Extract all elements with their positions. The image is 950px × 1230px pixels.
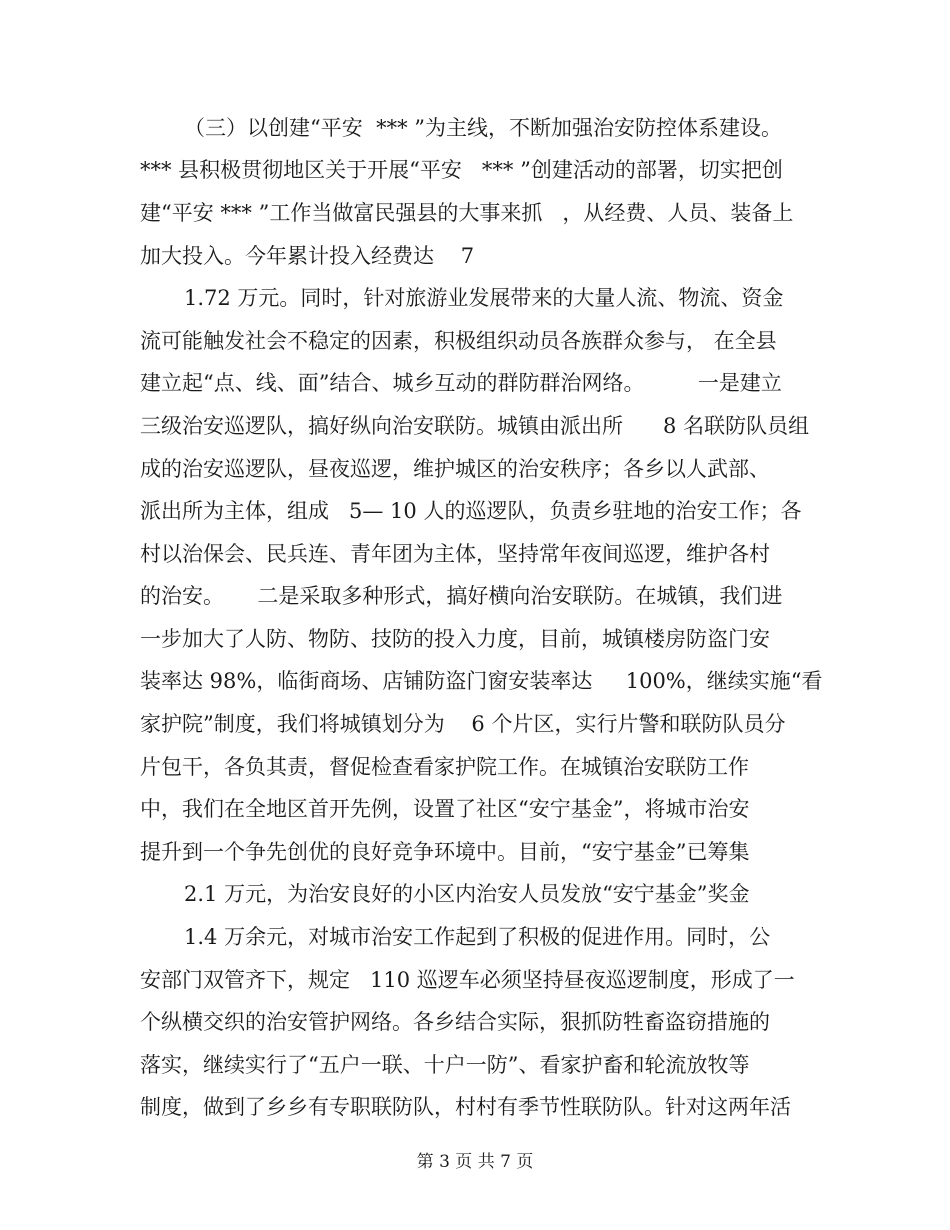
text-line: 装率达 98%，临街商场、店铺防盗门窗安装率达 100%，继续实施“看	[140, 669, 823, 693]
text-line: 建“平安 *** ”工作当做富民强县的大事来抓 ，从经费、人员、装备上	[140, 201, 794, 225]
text-line: 提升到一个争先创优的良好竞争环境中。目前，“安宁基金”已筹集	[140, 840, 750, 864]
text-line: 流可能触发社会不稳定的因素，积极组织动员各族群众参与， 在全县	[140, 329, 777, 353]
text-line: *** 县积极贯彻地区关于开展“平安 *** ”创建活动的部署，切实把创	[140, 158, 783, 182]
text-line: 中，我们在全地区首开先例，设置了社区“安宁基金”，将城市治安	[140, 797, 750, 821]
text-line: 安部门双管齐下，规定 110 巡逻车必须坚持昼夜巡逻制度，形成了一	[140, 968, 795, 992]
text-line: （三）以创建“平安 *** ”为主线，不断加强治安防控体系建设。	[184, 116, 782, 140]
text-line: 家护院”制度，我们将城镇划分为 6 个片区，实行片警和联防队员分	[140, 712, 786, 736]
text-line: 建立起“点、线、面”结合、城乡互动的群防群治网络。 一是建立	[140, 371, 782, 395]
text-line: 1.72 万元。同时，针对旅游业发展带来的大量人流、物流、资金	[184, 286, 784, 310]
text-line: 2.1 万元，为治安良好的小区内治安人员发放“安宁基金”奖金	[184, 882, 750, 906]
text-line: 加大投入。今年累计投入经费达 7	[140, 244, 475, 268]
page-number-footer: 第 3 页 共 7 页	[416, 1152, 534, 1172]
text-line: 派出所为主体，组成 5— 10 人的巡逻队，负责乡驻地的治安工作；各	[140, 499, 802, 523]
text-line: 村以治保会、民兵连、青年团为主体，坚持常年夜间巡逻，维护各村	[140, 542, 770, 566]
text-line: 个纵横交织的治安管护网络。各乡结合实际，狠抓防牲畜盗窃措施的	[140, 1010, 770, 1034]
text-line: 片包干，各负其责，督促检查看家护院工作。在城镇治安联防工作	[140, 755, 749, 779]
text-line: 1.4 万余元，对城市治安工作起到了积极的促进作用。同时，公	[184, 925, 771, 949]
text-line: 一步加大了人防、物防、技防的投入力度，目前，城镇楼房防盗门安	[140, 627, 770, 651]
text-line: 三级治安巡逻队，搞好纵向治安联防。城镇由派出所 8 名联防队员组	[140, 414, 810, 438]
text-line: 成的治安巡逻队，昼夜巡逻，维护城区的治安秩序；各乡以人武部、	[140, 457, 770, 481]
text-line: 落实，继续实行了“五户一联、十户一防”、看家护畜和轮流放牧等	[140, 1053, 750, 1077]
text-line: 的治安。 二是采取多种形式，搞好横向治安联防。在城镇，我们进	[140, 584, 783, 608]
text-line: 制度，做到了乡乡有专职联防队，村村有季节性联防队。针对这两年活	[140, 1095, 791, 1119]
